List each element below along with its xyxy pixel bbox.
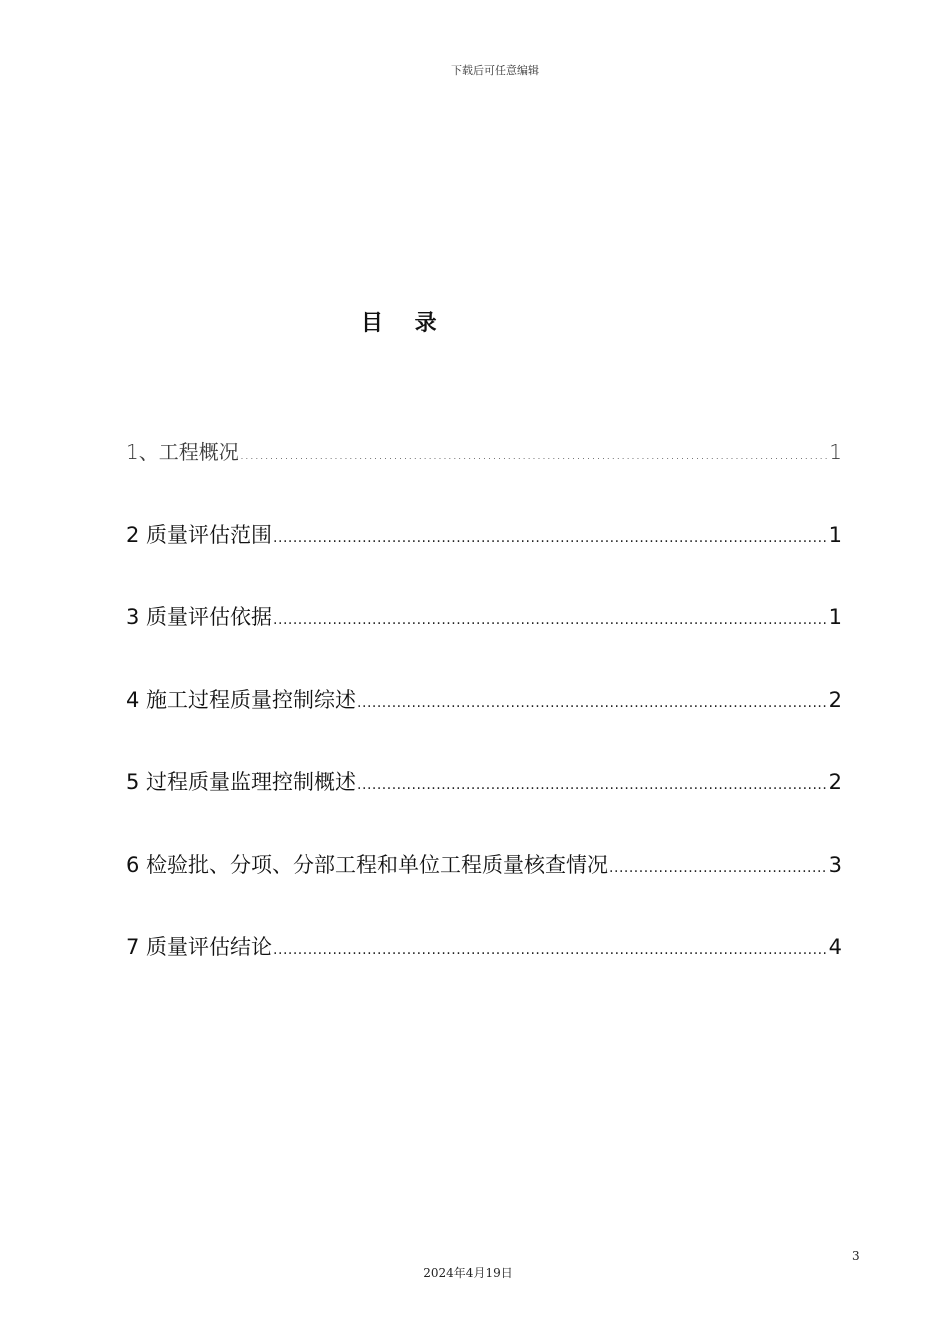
dot-leader <box>357 695 828 711</box>
dot-leader <box>273 612 828 628</box>
toc-entry-3[interactable] <box>126 601 842 684</box>
toc-title: 目 录 <box>361 311 449 336</box>
toc-entry-label: 7 质量评估结论 <box>126 935 273 959</box>
table-of-contents <box>126 436 842 1014</box>
toc-entry-label: 5 过程质量监理控制概述 <box>126 770 357 794</box>
dot-leader <box>273 942 828 958</box>
toc-entry-7[interactable] <box>126 931 842 1014</box>
toc-entry-page: 4 <box>828 935 842 959</box>
toc-entry-page: 2 <box>828 770 842 794</box>
toc-entry-4[interactable] <box>126 684 842 767</box>
toc-entry-label: 4 施工过程质量控制综述 <box>126 687 357 712</box>
toc-entry-label: 1、工程概况 <box>126 440 239 464</box>
toc-entry-label: 3 质量评估依据 <box>126 605 273 629</box>
header-note: 下载后可任意编辑 <box>451 64 539 77</box>
toc-entry-page: 1 <box>828 605 842 629</box>
toc-entry-6[interactable] <box>126 849 842 932</box>
toc-entry-5[interactable] <box>126 766 842 849</box>
toc-entry-page: 1 <box>829 440 842 464</box>
toc-entry-label: 2 质量评估范围 <box>126 522 273 547</box>
page-number: 3 <box>852 1249 860 1263</box>
dot-leader <box>357 777 828 793</box>
toc-entry-page: 2 <box>828 687 842 712</box>
toc-entry-2[interactable] <box>126 519 842 602</box>
toc-entry-label: 6 检验批、分项、分部工程和单位工程质量核查情况 <box>126 852 609 877</box>
toc-entry-1[interactable] <box>126 436 842 519</box>
dot-leader <box>240 447 829 463</box>
footer-date: 2024年4月19日 <box>423 1266 513 1280</box>
toc-entry-page: 3 <box>828 852 842 877</box>
dot-leader <box>273 530 828 546</box>
dot-leader <box>609 860 828 876</box>
toc-entry-page: 1 <box>828 522 842 547</box>
